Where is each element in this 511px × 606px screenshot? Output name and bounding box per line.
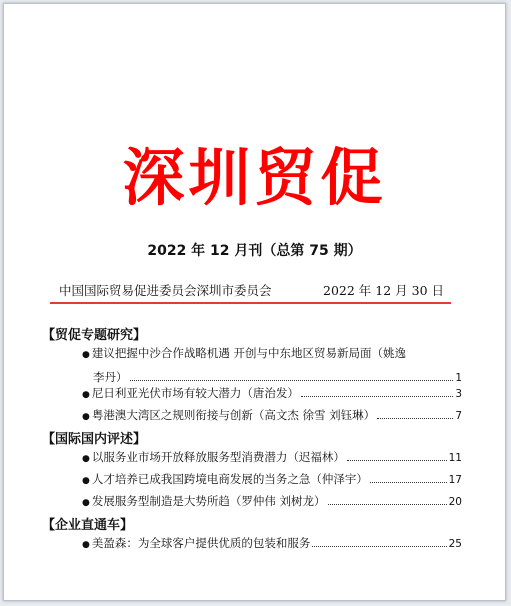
toc-entry[interactable] bbox=[82, 382, 462, 406]
toc-page-number: 17 bbox=[448, 474, 462, 486]
section-heading: 【贸促专题研究】 bbox=[42, 328, 147, 343]
toc-page-number: 3 bbox=[455, 388, 462, 400]
dot-leader bbox=[130, 380, 454, 381]
dot-leader bbox=[370, 482, 447, 483]
section-heading: 【国际国内评述】 bbox=[42, 432, 147, 447]
toc-entry[interactable] bbox=[82, 532, 462, 556]
dot-leader bbox=[377, 418, 453, 419]
publisher-name: 中国国际贸易促进委员会深圳市委员会 bbox=[59, 283, 272, 298]
toc-entry[interactable] bbox=[82, 404, 462, 428]
toc-page-number: 11 bbox=[448, 452, 462, 464]
toc-entry-title-continued: 李丹） bbox=[93, 370, 128, 384]
bullet-icon: ● bbox=[82, 350, 90, 360]
bullet-icon: ● bbox=[82, 454, 90, 464]
toc-entry-title: 美盈森：为全球客户提供优质的包装和服务 bbox=[91, 536, 311, 550]
dot-leader bbox=[312, 546, 446, 547]
toc-entry[interactable] bbox=[82, 446, 462, 470]
toc-page-number: 7 bbox=[455, 410, 462, 422]
publish-date: 2022 年 12 月 30 日 bbox=[323, 283, 444, 298]
toc-page-number: 25 bbox=[448, 538, 462, 550]
dot-leader bbox=[301, 396, 453, 397]
bullet-icon: ● bbox=[82, 390, 90, 400]
dot-leader bbox=[347, 460, 447, 461]
toc-entry[interactable] bbox=[82, 468, 462, 492]
publisher-line bbox=[59, 281, 444, 299]
issue-label: 2022 年 12 月刊（总第 75 期） bbox=[147, 243, 362, 259]
bullet-icon: ● bbox=[82, 412, 90, 422]
toc-page-number: 20 bbox=[448, 496, 462, 508]
document-page bbox=[3, 3, 506, 601]
toc-entry-title: 发展服务型制造是大势所趋（罗仲伟 刘树龙） bbox=[91, 494, 326, 508]
section-heading: 【企业直通车】 bbox=[42, 518, 134, 533]
masthead-title: 深圳贸促 bbox=[122, 141, 387, 214]
bullet-icon: ● bbox=[82, 498, 90, 508]
toc-entry-title: 以服务业市场开放释放服务型消费潜力（迟福林） bbox=[91, 450, 345, 464]
bullet-icon: ● bbox=[82, 540, 90, 550]
toc-entry-title: 建议把握中沙合作战略机遇 开创与中东地区贸易新局面（姚逸 bbox=[91, 346, 407, 360]
dot-leader bbox=[328, 504, 447, 505]
header-divider bbox=[50, 302, 451, 304]
bullet-icon: ● bbox=[82, 476, 90, 486]
toc-entry-title: 人才培养已成我国跨境电商发展的当务之急（仲泽宇） bbox=[91, 472, 368, 486]
toc-entry-title: 尼日利亚光伏市场有较大潜力（唐治发） bbox=[91, 386, 299, 400]
toc-entry[interactable] bbox=[82, 490, 462, 514]
toc-entry-title: 粤港澳大湾区之规则衔接与创新（高文杰 徐雪 刘钰琳） bbox=[91, 408, 376, 422]
toc-page-number: 1 bbox=[455, 372, 462, 384]
